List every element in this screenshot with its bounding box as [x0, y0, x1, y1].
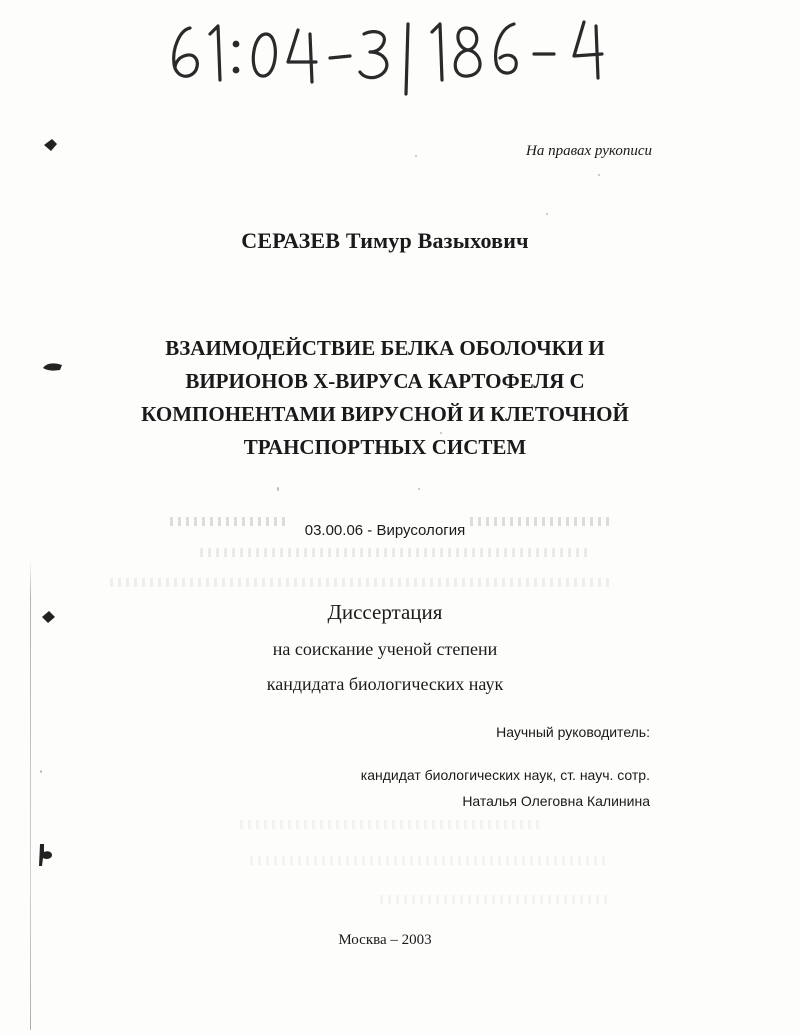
- handwritten-archive-number: [150, 0, 630, 100]
- punch-mark: [40, 358, 66, 374]
- specialty-code: 03.00.06 - Вирусология: [304, 522, 466, 539]
- bleed-through: [250, 856, 610, 865]
- dust-speck: [415, 155, 417, 157]
- author-name: СЕРАЗЕВ Тимур Вазыхович: [241, 228, 529, 253]
- title-line: КОМПОНЕНТАМИ ВИРУСНОЙ И КЛЕТОЧНОЙ: [141, 402, 629, 426]
- dust-speck: [277, 487, 279, 491]
- manuscript-rights-note: На правах рукописи: [526, 143, 652, 159]
- punch-mark: [38, 608, 58, 626]
- city-year: Москва – 2003: [338, 932, 432, 948]
- dust-speck: [598, 174, 600, 176]
- bleed-through: [110, 578, 610, 587]
- dissertation-title: [0, 332, 770, 464]
- title-line: ТРАНСПОРТНЫХ СИСТЕМ: [243, 435, 527, 459]
- title-line: ВЗАИМОДЕЙСТВИЕ БЕЛКА ОБОЛОЧКИ И: [165, 336, 605, 360]
- punch-mark: [34, 842, 56, 868]
- supervisor-name: Наталья Олеговна Калинина: [462, 793, 650, 809]
- dust-speck: [546, 213, 548, 215]
- supervisor-degree: кандидат биологических наук, ст. науч. сотр.: [360, 767, 650, 783]
- bleed-through: [240, 820, 540, 829]
- dust-speck: [418, 488, 420, 490]
- bleed-through: [380, 895, 610, 904]
- title-line: ВИРИОНОВ Х-ВИРУСА КАРТОФЕЛЯ С: [185, 369, 585, 393]
- bleed-through: [170, 517, 290, 526]
- dust-speck: [40, 770, 42, 773]
- bleed-through: [200, 548, 590, 557]
- dust-speck: [440, 432, 442, 434]
- dissertation-heading: Диссертация: [327, 600, 443, 624]
- bleed-through: [470, 517, 610, 526]
- supervisor-label: Научный руководитель:: [496, 724, 650, 740]
- degree-name-line: кандидата биологических наук: [266, 674, 504, 694]
- degree-purpose-line: на соискание ученой степени: [272, 639, 498, 659]
- scan-edge-line: [30, 560, 31, 1030]
- punch-mark: [40, 136, 60, 154]
